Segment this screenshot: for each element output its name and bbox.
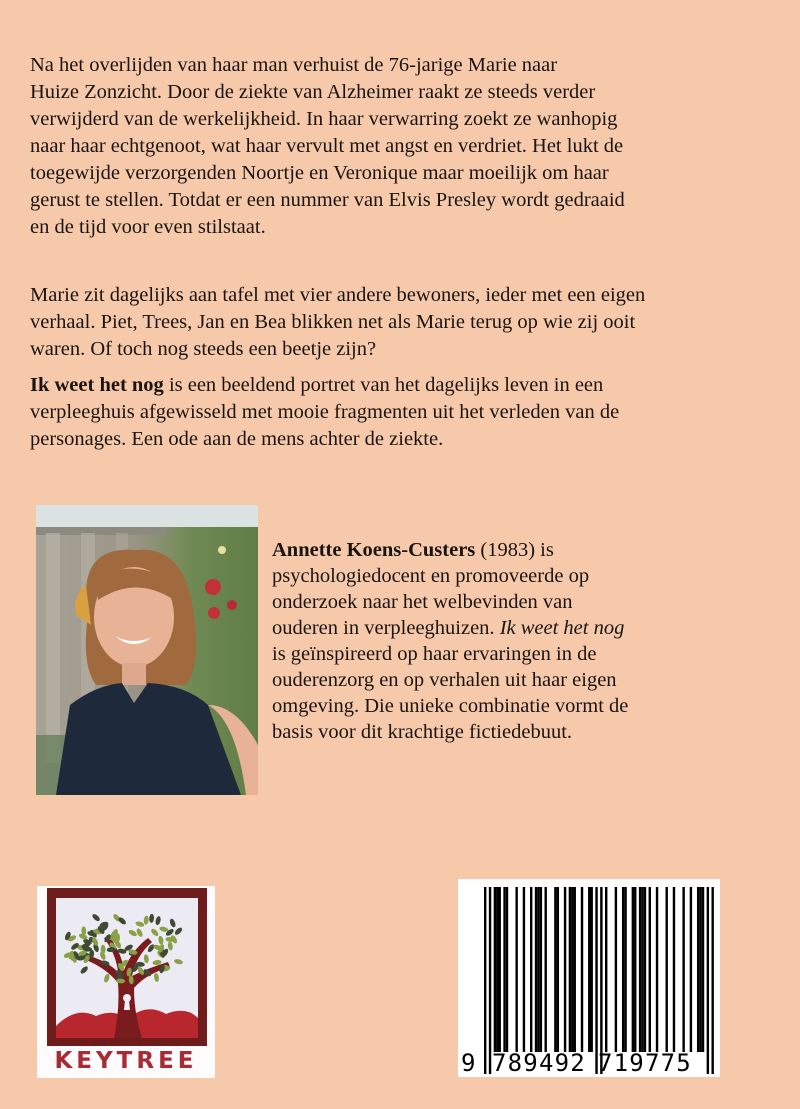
- book-title: Ik weet het nog: [30, 374, 164, 396]
- text-line: verwijderd van de werkelijkheid. In haar verwarring zoekt ze wanhopig: [30, 108, 618, 130]
- text-line: gerust te stellen. Totdat er een nummer van Elvis Presley wordt gedraaid: [30, 189, 625, 211]
- text-line: naar haar echtgenoot, wat haar vervult met angst en verdriet. Het lukt de: [30, 135, 624, 157]
- barcode-bars: [458, 879, 720, 1077]
- text-line: Huize Zonzicht. Door de ziekte van Alzheimer raakt ze steeds verder: [30, 81, 596, 103]
- isbn-left-group: 789492: [492, 1049, 586, 1077]
- text-line: basis voor dit krachtige fictiedebuut.: [272, 721, 573, 743]
- text-line: is geïnspireerd op haar ervaringen in de: [272, 643, 597, 665]
- synopsis-paragraph-2: [30, 282, 720, 363]
- text-line: Na het overlijden van haar man verhuist de 76-jarige Marie naar: [30, 54, 558, 76]
- author-name: Annette Koens-Custers: [272, 539, 476, 561]
- text-line: onderzoek naar het welbevinden van: [272, 591, 573, 613]
- text-line: Marie zit dagelijks aan tafel met vier andere bewoners, ieder met een eigen: [30, 284, 646, 306]
- text-line: toegewijde verzorgenden Noortje en Veronique maar moeilijk om haar: [30, 162, 609, 184]
- text-line: ouderenzorg en op verhalen uit haar eigen: [272, 669, 617, 691]
- publisher-logo: [37, 886, 215, 1078]
- text-line: ouderen in verpleeghuizen. Ik weet het nog: [272, 617, 625, 639]
- text-line: verhaal. Piet, Trees, Jan en Bea blikken net als Marie terug op wie zij ooit: [30, 311, 636, 333]
- text-line: waren. Of toch nog steeds een beetje zijn?: [30, 338, 377, 360]
- text-line: verpleeghuis afgewisseld met mooie fragmenten uit het verleden van de: [30, 401, 620, 423]
- logo-frame: [47, 888, 207, 1046]
- isbn-first-digit: 9: [461, 1049, 476, 1077]
- isbn-number: [458, 1049, 720, 1077]
- isbn-barcode: [458, 879, 720, 1077]
- tree-icon: [56, 898, 198, 1038]
- author-bio: [272, 537, 772, 745]
- text-line: personages. Een ode aan de mens achter de ziekte.: [30, 428, 444, 450]
- synopsis-paragraph-1: [30, 52, 720, 241]
- text-line: Annette Koens-Custers (1983) is: [272, 539, 554, 561]
- text-line: psychologiedocent en promoveerde op: [272, 565, 590, 587]
- book-title-italic: Ik weet het nog: [499, 617, 625, 639]
- publisher-name: KEYTREE: [54, 1048, 198, 1074]
- author-photo: [36, 505, 258, 795]
- isbn-right-group: 719775: [598, 1049, 692, 1077]
- text-line: Ik weet het nog is een beeldend portret van het dagelijks leven in een: [30, 374, 604, 396]
- synopsis-paragraph-3: [30, 372, 720, 453]
- text-line: en de tijd voor even stilstaat.: [30, 216, 266, 238]
- text-line: omgeving. Die unieke combinatie vormt de: [272, 695, 629, 717]
- portrait-illustration: [36, 505, 258, 795]
